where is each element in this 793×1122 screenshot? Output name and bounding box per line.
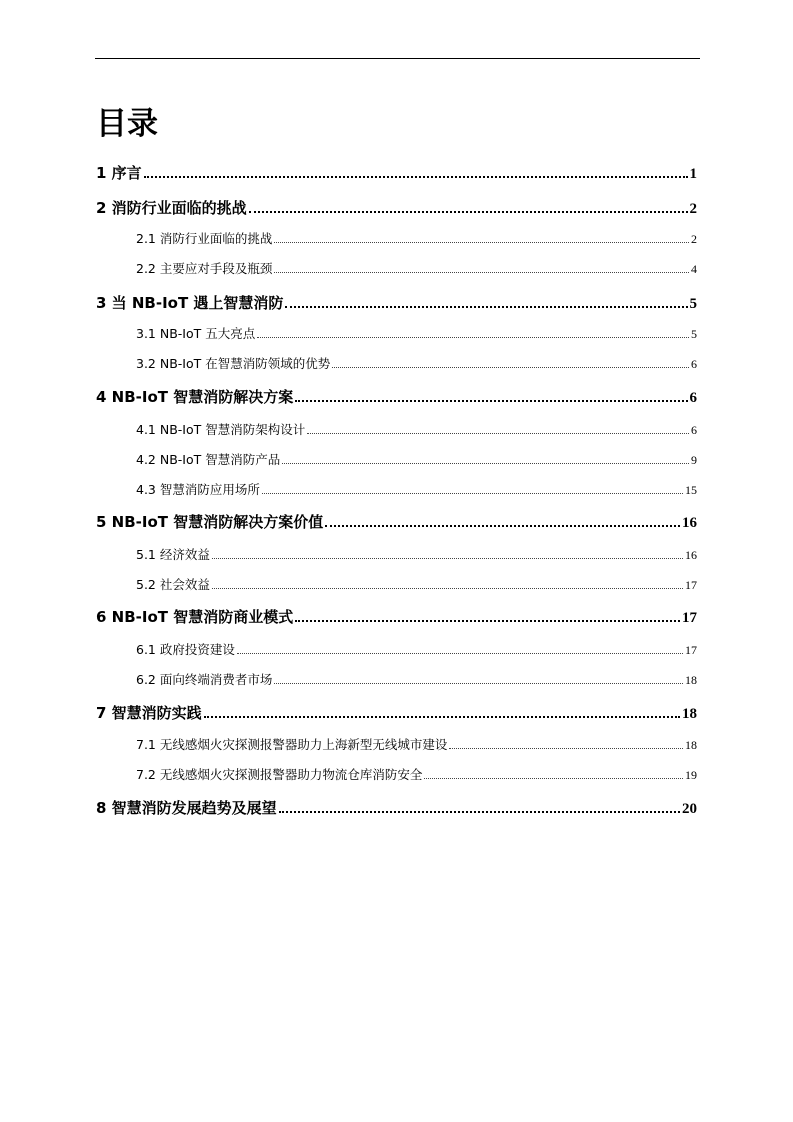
dot-leader [307, 433, 689, 434]
toc-entry[interactable] [136, 230, 697, 248]
toc-entry-label: 3.1 NB-IoT 五大亮点 [136, 326, 256, 341]
toc-entry[interactable] [136, 576, 697, 594]
toc-entry-label: 7 智慧消防实践 [96, 704, 202, 722]
toc-entry-page: 19 [685, 768, 697, 782]
toc-entry[interactable] [136, 325, 697, 343]
toc-entry-label: 5 NB-IoT 智慧消防解决方案价值 [96, 513, 324, 531]
toc-entry-label: 6.1 政府投资建设 [136, 642, 235, 657]
dot-leader [274, 683, 683, 684]
dot-leader [262, 493, 683, 494]
toc-entry-page: 18 [685, 738, 697, 752]
toc-entry-page: 17 [682, 610, 697, 626]
toc-entry[interactable] [136, 736, 697, 754]
dot-leader [295, 400, 687, 402]
toc-entry-label: 2 消防行业面临的挑战 [96, 199, 247, 217]
dot-leader [249, 211, 688, 213]
toc-entry-label: 4 NB-IoT 智慧消防解决方案 [96, 388, 294, 406]
toc-entry-label: 6 NB-IoT 智慧消防商业模式 [96, 608, 294, 626]
toc-entry[interactable] [96, 511, 697, 533]
toc-entry-label: 2.2 主要应对手段及瓶颈 [136, 261, 273, 276]
dot-leader [332, 367, 689, 368]
toc-entry-page: 1 [689, 166, 697, 182]
dot-leader [449, 748, 683, 749]
toc-title: 目录 [96, 106, 158, 142]
toc-entry[interactable] [96, 606, 697, 628]
dot-leader [212, 588, 683, 589]
toc-entry-page: 6 [691, 423, 697, 437]
toc-entry-label: 4.1 NB-IoT 智慧消防架构设计 [136, 422, 306, 437]
toc-entry-page: 9 [691, 453, 697, 467]
dot-leader [257, 337, 689, 338]
toc-entry-page: 2 [691, 232, 697, 246]
toc-entry-page: 5 [691, 327, 697, 341]
dot-leader [295, 620, 680, 622]
toc-entry-label: 1 序言 [96, 164, 142, 182]
toc-entry[interactable] [136, 766, 697, 784]
toc-entry-page: 18 [685, 673, 697, 687]
toc-entry-label: 7.1 无线感烟火灾探测报警器助力上海新型无线城市建设 [136, 737, 448, 752]
toc-entry-label: 5.1 经济效益 [136, 547, 210, 562]
dot-leader [237, 653, 683, 654]
dot-leader [274, 272, 689, 273]
toc-entry[interactable] [136, 546, 697, 564]
toc-entry[interactable] [96, 292, 697, 314]
toc-entry[interactable] [136, 355, 697, 373]
dot-leader [325, 525, 680, 527]
toc-entry-label: 3.2 NB-IoT 在智慧消防领域的优势 [136, 356, 331, 371]
toc-entry-page: 4 [691, 262, 697, 276]
toc-entry-label: 7.2 无线感烟火灾探测报警器助力物流仓库消防安全 [136, 767, 423, 782]
toc-entry-label: 4.2 NB-IoT 智慧消防产品 [136, 452, 281, 467]
toc-entry[interactable] [136, 481, 697, 499]
toc-entry[interactable] [96, 162, 697, 184]
dot-leader [282, 463, 689, 464]
toc-entry-label: 5.2 社会效益 [136, 577, 210, 592]
toc-entry[interactable] [136, 421, 697, 439]
toc-entry[interactable] [136, 641, 697, 659]
toc-entry-page: 17 [685, 578, 697, 592]
toc-entry-page: 20 [682, 801, 697, 817]
dot-leader [279, 811, 680, 813]
toc-entry-label: 8 智慧消防发展趋势及展望 [96, 799, 277, 817]
toc-entry-page: 18 [682, 706, 697, 722]
toc-entry[interactable] [96, 702, 697, 724]
toc-entry-label: 4.3 智慧消防应用场所 [136, 482, 260, 497]
toc-entry-label: 2.1 消防行业面临的挑战 [136, 231, 273, 246]
toc-entry-label: 3 当 NB-IoT 遇上智慧消防 [96, 294, 284, 312]
toc-entry-page: 16 [682, 515, 697, 531]
dot-leader [424, 778, 683, 779]
toc-entry-page: 17 [685, 643, 697, 657]
toc-entry[interactable] [136, 260, 697, 278]
toc-entry[interactable] [96, 386, 697, 408]
toc-entry[interactable] [136, 451, 697, 469]
dot-leader [204, 716, 680, 718]
dot-leader [212, 558, 683, 559]
toc-entry-label: 6.2 面向终端消费者市场 [136, 672, 273, 687]
dot-leader [285, 306, 687, 308]
toc-entry-page: 6 [689, 390, 697, 406]
toc-entry[interactable] [96, 797, 697, 819]
toc-entry-page: 5 [689, 296, 697, 312]
toc-entry-page: 16 [685, 548, 697, 562]
toc-entry-page: 2 [689, 201, 697, 217]
dot-leader [274, 242, 689, 243]
toc-entry-page: 6 [691, 357, 697, 371]
toc-entry-page: 15 [685, 483, 697, 497]
dot-leader [144, 176, 688, 178]
toc-entry[interactable] [136, 671, 697, 689]
toc-entry[interactable] [96, 197, 697, 219]
